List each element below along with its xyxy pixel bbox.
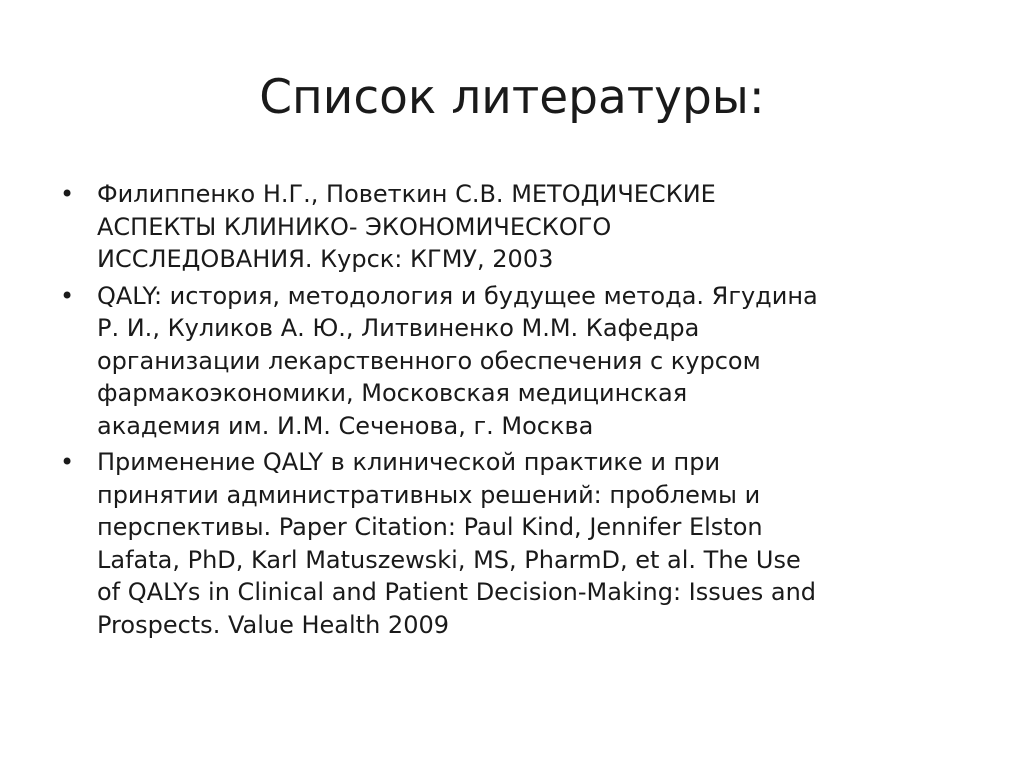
- reference-line: QALY: история, методология и будущее метода. Ягудина: [97, 281, 818, 310]
- reference-line: организации лекарственного обеспечения с курсом: [97, 346, 761, 375]
- reference-line: АСПЕКТЫ КЛИНИКО- ЭКОНОМИЧЕСКОГО: [97, 212, 612, 241]
- reference-item-2: [60, 280, 985, 443]
- reference-line: Р. И., Куликов А. Ю., Литвиненко М.М. Кафедра: [97, 314, 700, 342]
- reference-item-3: [60, 446, 985, 641]
- reference-line: Lafata, PhD, Karl Matuszewski, MS, PharmD, et al. The Use: [97, 545, 801, 574]
- reference-line: Применение QALY в клинической практике и при: [97, 448, 721, 476]
- reference-line: принятии административных решений: проблемы и: [97, 480, 761, 509]
- bullet-icon: •: [60, 180, 75, 208]
- bullet-icon: •: [60, 281, 75, 310]
- reference-line: of QALYs in Clinical and Patient Decision-Making: Issues and: [97, 578, 817, 606]
- reference-line: Филиппенко Н.Г., Поветкин С.В. МЕТОДИЧЕСКИЕ: [97, 180, 716, 208]
- slide-title: Список литературы:: [259, 70, 765, 125]
- reference-item-1: [60, 178, 985, 276]
- reference-list: [60, 178, 985, 645]
- reference-line: Prospects. Value Health 2009: [97, 610, 449, 639]
- reference-line: ИССЛЕДОВАНИЯ. Курск: КГМУ, 2003: [97, 245, 554, 273]
- reference-line: академия им. И.М. Сеченова, г. Москва: [97, 411, 594, 440]
- reference-line: перспективы. Paper Citation: Paul Kind, Jennifer Elston: [97, 513, 763, 541]
- reference-line: фармакоэкономики, Московская медицинская: [97, 379, 688, 407]
- bullet-icon: •: [60, 448, 75, 476]
